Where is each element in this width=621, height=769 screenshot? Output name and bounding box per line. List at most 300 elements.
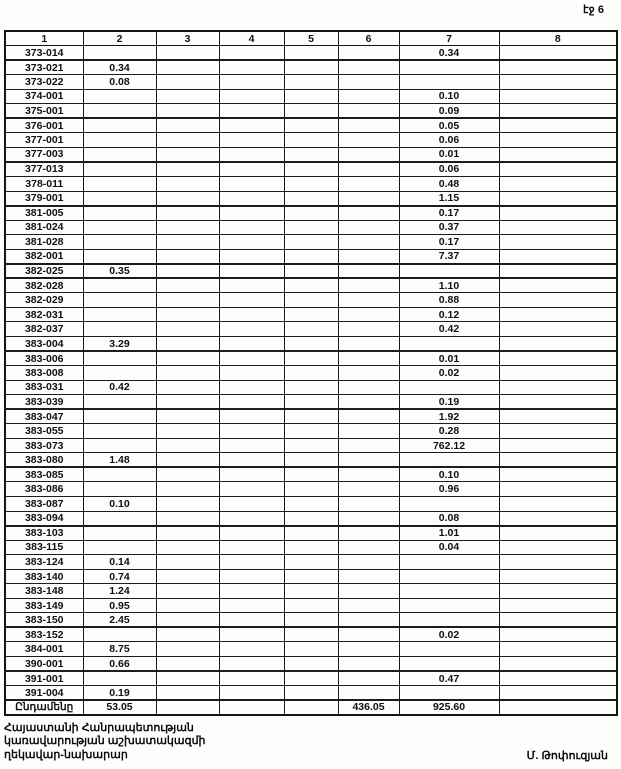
value-cell (284, 75, 338, 90)
value-cell (219, 526, 284, 541)
value-cell (399, 555, 499, 570)
table-row (5, 627, 617, 642)
table-row (5, 235, 617, 250)
value-cell (83, 89, 156, 104)
value-cell (499, 627, 617, 642)
value-cell (219, 366, 284, 381)
value-cell (284, 118, 338, 133)
value-cell (284, 133, 338, 148)
value-cell (338, 366, 399, 381)
value-cell (284, 60, 338, 75)
value-cell (83, 671, 156, 686)
value-cell (156, 118, 219, 133)
value-cell (83, 162, 156, 177)
value-cell: 0.05 (399, 118, 499, 133)
value-cell (499, 467, 617, 482)
value-cell (499, 497, 617, 512)
value-cell (284, 671, 338, 686)
value-cell (399, 380, 499, 395)
value-cell (156, 467, 219, 482)
value-cell (156, 555, 219, 570)
value-cell (83, 235, 156, 250)
value-cell (499, 104, 617, 119)
value-cell (219, 671, 284, 686)
table-row (5, 264, 617, 279)
value-cell (219, 162, 284, 177)
value-cell: 3.29 (83, 336, 156, 351)
value-cell (284, 627, 338, 642)
value-cell (338, 264, 399, 279)
footer-block (4, 722, 206, 762)
value-cell (83, 526, 156, 541)
value-cell (219, 336, 284, 351)
value-cell (156, 60, 219, 75)
value-cell (284, 162, 338, 177)
value-cell (219, 351, 284, 366)
value-cell (338, 569, 399, 584)
value-cell (156, 147, 219, 162)
value-cell (338, 206, 399, 221)
value-cell (83, 176, 156, 191)
value-cell (156, 438, 219, 453)
value-cell (499, 555, 617, 570)
row-code-cell: 374-001 (5, 89, 83, 104)
value-cell (83, 511, 156, 526)
table-row (5, 162, 617, 177)
value-cell (156, 627, 219, 642)
value-cell (219, 657, 284, 672)
value-cell: 1.10 (399, 278, 499, 293)
value-cell (284, 657, 338, 672)
value-cell (83, 395, 156, 410)
value-cell: 0.37 (399, 220, 499, 235)
value-cell (156, 482, 219, 497)
row-code-cell: 383-055 (5, 424, 83, 439)
value-cell (284, 700, 338, 715)
value-cell (156, 46, 219, 61)
value-cell (338, 438, 399, 453)
row-code-cell: 391-004 (5, 686, 83, 701)
value-cell (219, 307, 284, 322)
value-cell (219, 497, 284, 512)
value-cell (338, 162, 399, 177)
value-cell: 925.60 (399, 700, 499, 715)
value-cell (156, 278, 219, 293)
value-cell (284, 497, 338, 512)
value-cell (499, 307, 617, 322)
table-row (5, 380, 617, 395)
value-cell (156, 686, 219, 701)
value-cell: 0.35 (83, 264, 156, 279)
row-code-cell: 383-086 (5, 482, 83, 497)
value-cell (284, 598, 338, 613)
value-cell (399, 497, 499, 512)
value-cell (499, 598, 617, 613)
row-code-cell: 378-011 (5, 176, 83, 191)
row-code-cell: 383-094 (5, 511, 83, 526)
row-code-cell: 383-031 (5, 380, 83, 395)
table-row (5, 613, 617, 628)
value-cell: 0.34 (399, 46, 499, 61)
value-cell (219, 46, 284, 61)
value-cell (499, 511, 617, 526)
value-cell (156, 264, 219, 279)
value-cell (499, 438, 617, 453)
value-cell: 0.10 (399, 467, 499, 482)
value-cell (338, 380, 399, 395)
value-cell (156, 162, 219, 177)
value-cell: 8.75 (83, 642, 156, 657)
value-cell (499, 206, 617, 221)
value-cell (156, 176, 219, 191)
table-row (5, 336, 617, 351)
table-row (5, 147, 617, 162)
table-row (5, 657, 617, 672)
table-row (5, 482, 617, 497)
table-row (5, 584, 617, 599)
value-cell (284, 409, 338, 424)
table-row (5, 395, 617, 410)
value-cell: 0.10 (83, 497, 156, 512)
value-cell (156, 497, 219, 512)
value-cell (338, 467, 399, 482)
row-code-cell: 382-037 (5, 322, 83, 337)
table-row (5, 133, 617, 148)
row-code-cell: 383-115 (5, 540, 83, 555)
value-cell (399, 336, 499, 351)
value-cell: 0.66 (83, 657, 156, 672)
value-cell: 0.48 (399, 176, 499, 191)
total-row (5, 700, 617, 715)
row-code-cell: 382-025 (5, 264, 83, 279)
data-table (4, 30, 618, 716)
value-cell (83, 482, 156, 497)
value-cell: 0.02 (399, 366, 499, 381)
value-cell (219, 584, 284, 599)
value-cell (499, 118, 617, 133)
footer-line-chief-minister: ղեկավար-նախարար (4, 748, 128, 761)
value-cell (156, 220, 219, 235)
value-cell (499, 133, 617, 148)
table-row (5, 307, 617, 322)
value-cell (284, 89, 338, 104)
value-cell (284, 366, 338, 381)
value-cell (156, 235, 219, 250)
table-row (5, 220, 617, 235)
value-cell: 0.08 (399, 511, 499, 526)
value-cell (284, 526, 338, 541)
value-cell (156, 395, 219, 410)
value-cell (499, 453, 617, 468)
value-cell (219, 598, 284, 613)
table-row (5, 497, 617, 512)
footer-line-republic: Հայաստանի Հանրապետության (4, 722, 194, 734)
value-cell (83, 249, 156, 264)
value-cell: 0.42 (399, 322, 499, 337)
value-cell (499, 235, 617, 250)
value-cell (338, 75, 399, 90)
value-cell: 0.47 (399, 671, 499, 686)
value-cell (83, 133, 156, 148)
value-cell (284, 235, 338, 250)
value-cell (284, 176, 338, 191)
value-cell (499, 46, 617, 61)
value-cell (156, 249, 219, 264)
row-code-cell: 373-021 (5, 60, 83, 75)
value-cell: 1.92 (399, 409, 499, 424)
table-row (5, 75, 617, 90)
value-cell (338, 657, 399, 672)
value-cell: 1.15 (399, 191, 499, 206)
value-cell (219, 438, 284, 453)
table-row (5, 60, 617, 75)
value-cell (156, 657, 219, 672)
value-cell (219, 482, 284, 497)
value-cell (219, 569, 284, 584)
value-cell (156, 700, 219, 715)
value-cell (219, 409, 284, 424)
value-cell (219, 424, 284, 439)
value-cell (219, 75, 284, 90)
value-cell (219, 60, 284, 75)
value-cell (399, 657, 499, 672)
value-cell (219, 467, 284, 482)
value-cell (156, 191, 219, 206)
row-code-cell: 383-073 (5, 438, 83, 453)
value-cell (83, 424, 156, 439)
value-cell (284, 249, 338, 264)
value-cell (219, 627, 284, 642)
row-code-cell: 381-024 (5, 220, 83, 235)
value-cell (338, 584, 399, 599)
value-cell: 0.74 (83, 569, 156, 584)
value-cell (499, 482, 617, 497)
value-cell (499, 366, 617, 381)
row-code-cell: 383-006 (5, 351, 83, 366)
value-cell (284, 322, 338, 337)
value-cell (338, 424, 399, 439)
value-cell (156, 598, 219, 613)
value-cell (338, 613, 399, 628)
table-body (5, 46, 617, 715)
value-cell (156, 613, 219, 628)
value-cell (499, 671, 617, 686)
value-cell (284, 46, 338, 61)
value-cell (499, 569, 617, 584)
value-cell (219, 264, 284, 279)
value-cell (499, 409, 617, 424)
value-cell (338, 293, 399, 308)
value-cell (499, 642, 617, 657)
value-cell (156, 380, 219, 395)
value-cell (499, 686, 617, 701)
table-row (5, 409, 617, 424)
value-cell (156, 133, 219, 148)
value-cell (83, 322, 156, 337)
value-cell (499, 336, 617, 351)
table-row (5, 526, 617, 541)
value-cell (156, 671, 219, 686)
value-cell (338, 191, 399, 206)
value-cell (284, 307, 338, 322)
value-cell (156, 526, 219, 541)
value-cell (219, 235, 284, 250)
value-cell (83, 627, 156, 642)
value-cell: 0.01 (399, 351, 499, 366)
value-cell (156, 336, 219, 351)
value-cell (83, 278, 156, 293)
value-cell: 0.96 (399, 482, 499, 497)
value-cell: 0.34 (83, 60, 156, 75)
value-cell (219, 191, 284, 206)
value-cell (219, 555, 284, 570)
value-cell (219, 249, 284, 264)
row-code-cell: 384-001 (5, 642, 83, 657)
value-cell: 0.09 (399, 104, 499, 119)
table-row (5, 322, 617, 337)
value-cell: 0.06 (399, 162, 499, 177)
value-cell (284, 438, 338, 453)
value-cell (156, 569, 219, 584)
value-cell (399, 584, 499, 599)
value-cell (338, 118, 399, 133)
value-cell (284, 293, 338, 308)
value-cell: 0.17 (399, 206, 499, 221)
value-cell: 0.42 (83, 380, 156, 395)
value-cell (156, 642, 219, 657)
value-cell (219, 613, 284, 628)
value-cell (219, 642, 284, 657)
value-cell (156, 453, 219, 468)
value-cell (219, 322, 284, 337)
row-code-cell: 383-087 (5, 497, 83, 512)
value-cell (284, 191, 338, 206)
value-cell: 2.45 (83, 613, 156, 628)
value-cell (499, 249, 617, 264)
value-cell: 1.24 (83, 584, 156, 599)
table-row (5, 46, 617, 61)
value-cell (338, 60, 399, 75)
value-cell (284, 147, 338, 162)
value-cell (399, 264, 499, 279)
value-cell: 762.12 (399, 438, 499, 453)
value-cell (156, 424, 219, 439)
value-cell (399, 569, 499, 584)
row-code-cell: Ընդամենը (5, 700, 83, 715)
value-cell (219, 220, 284, 235)
table-row (5, 89, 617, 104)
column-header: 5 (284, 31, 338, 46)
table-row (5, 176, 617, 191)
value-cell (499, 700, 617, 715)
value-cell (284, 220, 338, 235)
value-cell (284, 584, 338, 599)
value-cell (83, 467, 156, 482)
value-cell (219, 278, 284, 293)
value-cell: 0.17 (399, 235, 499, 250)
column-header: 7 (399, 31, 499, 46)
value-cell (284, 686, 338, 701)
row-code-cell: 381-028 (5, 235, 83, 250)
value-cell: 0.12 (399, 307, 499, 322)
value-cell (338, 511, 399, 526)
value-cell (499, 613, 617, 628)
column-header: 8 (499, 31, 617, 46)
value-cell: 0.95 (83, 598, 156, 613)
value-cell (499, 395, 617, 410)
value-cell (284, 613, 338, 628)
row-code-cell: 391-001 (5, 671, 83, 686)
table-row (5, 278, 617, 293)
value-cell (219, 395, 284, 410)
value-cell (399, 598, 499, 613)
value-cell (219, 511, 284, 526)
value-cell: 0.28 (399, 424, 499, 439)
value-cell (338, 249, 399, 264)
value-cell (284, 453, 338, 468)
value-cell (156, 104, 219, 119)
value-cell (156, 206, 219, 221)
value-cell (284, 511, 338, 526)
value-cell (284, 278, 338, 293)
row-code-cell: 376-001 (5, 118, 83, 133)
row-code-cell: 383-085 (5, 467, 83, 482)
value-cell (338, 322, 399, 337)
row-code-cell: 383-124 (5, 555, 83, 570)
row-code-cell: 383-039 (5, 395, 83, 410)
value-cell (219, 176, 284, 191)
value-cell (284, 569, 338, 584)
value-cell (83, 366, 156, 381)
value-cell (338, 235, 399, 250)
column-header: 4 (219, 31, 284, 46)
value-cell (499, 540, 617, 555)
value-cell (338, 526, 399, 541)
value-cell (499, 278, 617, 293)
value-cell (284, 555, 338, 570)
value-cell (156, 89, 219, 104)
value-cell: 1.01 (399, 526, 499, 541)
row-code-cell: 383-152 (5, 627, 83, 642)
row-code-cell: 383-140 (5, 569, 83, 584)
value-cell (338, 278, 399, 293)
value-cell (499, 220, 617, 235)
table-row (5, 206, 617, 221)
value-cell (83, 104, 156, 119)
value-cell (83, 540, 156, 555)
row-code-cell: 383-149 (5, 598, 83, 613)
value-cell (338, 409, 399, 424)
value-cell (338, 453, 399, 468)
value-cell (499, 162, 617, 177)
row-code-cell: 382-029 (5, 293, 83, 308)
value-cell (284, 264, 338, 279)
table-row (5, 118, 617, 133)
value-cell (156, 366, 219, 381)
value-cell (338, 133, 399, 148)
value-cell (219, 686, 284, 701)
table-row (5, 569, 617, 584)
value-cell (83, 307, 156, 322)
row-code-cell: 382-028 (5, 278, 83, 293)
value-cell: 0.14 (83, 555, 156, 570)
row-code-cell: 373-014 (5, 46, 83, 61)
value-cell (83, 206, 156, 221)
row-code-cell: 377-001 (5, 133, 83, 148)
row-code-cell: 383-004 (5, 336, 83, 351)
value-cell: 0.19 (83, 686, 156, 701)
value-cell (338, 497, 399, 512)
